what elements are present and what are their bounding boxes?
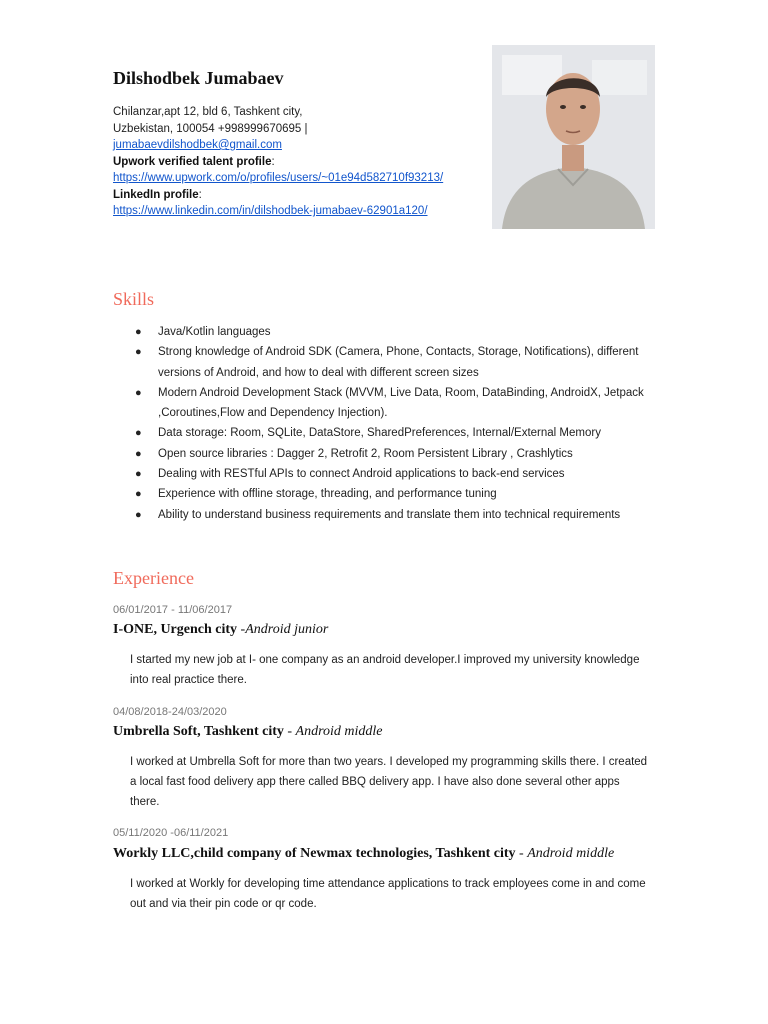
profile-photo-illustration	[492, 45, 655, 229]
job-company: Umbrella Soft, Tashkent city	[113, 724, 288, 739]
job-separator: -	[519, 846, 528, 861]
job-date: 06/01/2017 - 11/06/2017	[113, 604, 233, 616]
bullet: ●	[135, 386, 142, 399]
upwork-colon: :	[271, 155, 275, 168]
upwork-label: Upwork verified talent profile	[113, 155, 272, 168]
contact-block	[113, 104, 473, 220]
skills-list	[113, 322, 653, 525]
job-title	[113, 724, 383, 740]
skill-item: ● Data storage: Room, SQLite, DataStore, SharedPreferences, Internal/External Memory	[113, 423, 653, 443]
job-description: I worked at Workly for developing time attendance applications to track employees come in and come out and via their pin code or qr code.	[130, 878, 646, 910]
linkedin-label: LinkedIn profile	[113, 188, 199, 201]
job-role: Android middle	[295, 724, 383, 739]
bullet: ●	[135, 508, 142, 521]
skill-item: ● Experience with offline storage, threading, and performance tuning	[113, 484, 653, 504]
skill-item: ● Java/Kotlin languages	[113, 322, 653, 342]
job-separator: -	[240, 622, 246, 637]
skill-item: ● Modern Android Development Stack (MVVM, Live Data, Room, DataBinding, AndroidX, Jetpack ,Coroutines,Flow and Dependency Injection).	[113, 383, 653, 424]
job-role: Android junior	[245, 622, 329, 637]
bullet: ●	[135, 468, 142, 481]
skill-item: ● Open source libraries : Dagger 2, Retrofit 2, Room Persistent Library , Crashlytics	[113, 444, 653, 464]
skill-item: ● Strong knowledge of Android SDK (Camera, Phone, Contacts, Storage, Notifications), different versions of Android, and how to deal with different screen sizes	[113, 342, 653, 383]
address-line-2: Uzbekistan, 100054 +998999670695 |	[113, 122, 308, 135]
job-role: Android middle	[527, 846, 615, 861]
linkedin-colon: :	[198, 188, 202, 201]
job-separator: -	[287, 724, 296, 739]
bullet: ●	[135, 326, 142, 338]
candidate-name: Dilshodbek Jumabaev	[113, 68, 284, 88]
email-link[interactable]: jumabaevdilshodbek@gmail.com	[113, 139, 282, 151]
job-date: 04/08/2018-24/03/2020	[113, 706, 227, 718]
bullet: ●	[135, 427, 142, 440]
bullet: ●	[135, 488, 142, 501]
job-description: I worked at Umbrella Soft for more than two years. I developed my programming skills there. I created a local fast food delivery app there called BBQ delivery app. I have also done several other apps there.	[130, 756, 648, 808]
job-title	[113, 846, 614, 862]
experience-heading: Experience	[113, 568, 194, 588]
skill-item: ● Dealing with RESTful APIs to connect Android applications to back-end services	[113, 464, 653, 484]
job-description: I started my new job at I- one company as an android developer.I improved my university knowledge into real practice there.	[130, 654, 640, 686]
profile-photo	[492, 45, 655, 229]
address-line-1: Chilanzar,apt 12, bld 6, Tashkent city,	[113, 106, 303, 118]
upwork-link[interactable]: https://www.upwork.com/o/profiles/users/~01e94d582710f93213/	[113, 172, 444, 184]
linkedin-link[interactable]: https://www.linkedin.com/in/dilshodbek-jumabaev-62901a120/	[113, 205, 428, 217]
job-company: I-ONE, Urgench city	[113, 622, 241, 637]
skills-heading: Skills	[113, 289, 155, 309]
job-company: Workly LLC,child company of Newmax technologies, Tashkent city	[113, 846, 520, 861]
skill-item: ● Ability to understand business requirements and translate them into technical requirements	[113, 505, 653, 525]
job-date: 05/11/2020 -06/11/2021	[113, 827, 229, 839]
bullet: ●	[135, 346, 142, 359]
job-title	[113, 622, 328, 638]
bullet: ●	[135, 447, 142, 460]
